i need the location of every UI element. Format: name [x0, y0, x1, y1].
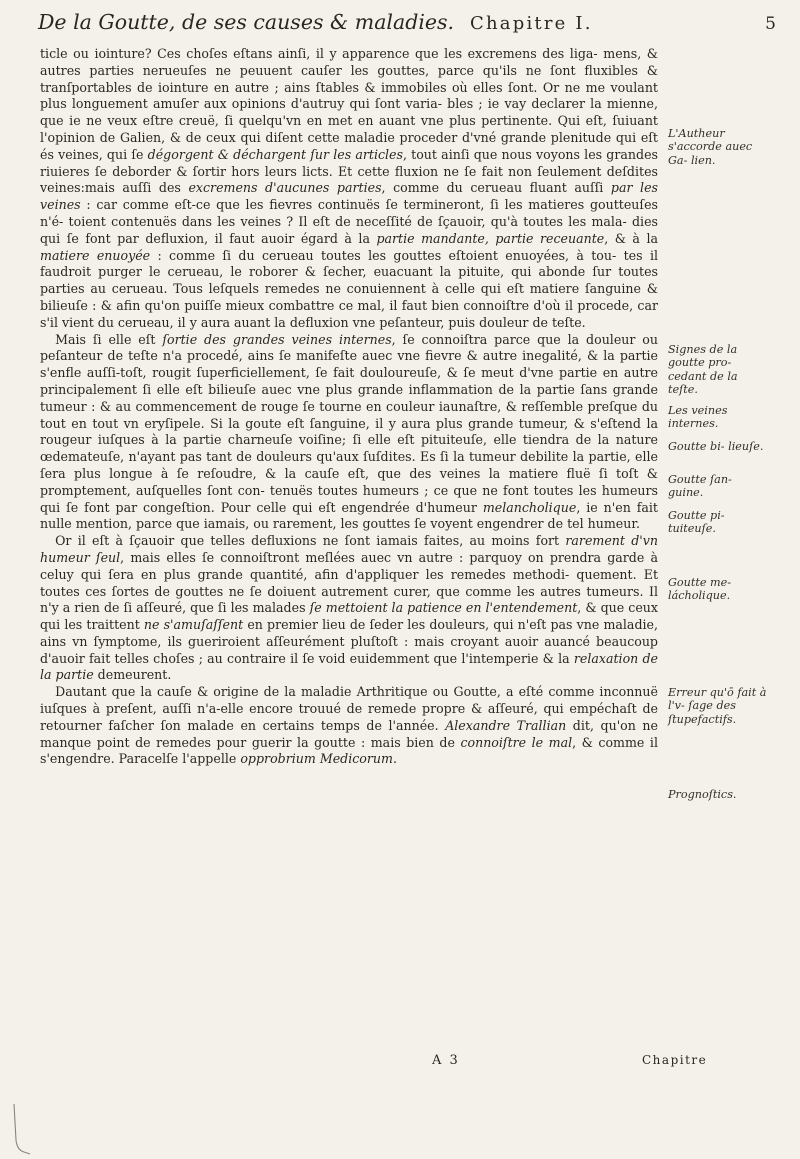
italic-run: connoiſtre le mal — [460, 734, 573, 750]
italic-run: dégorgent & déchargent ſur les articles — [147, 146, 403, 162]
text-run: en premier lieu de ſeder les douleurs, qui n'eſt pas vne maladie, ains vn ſymptome, ils gueriroient aſſeurément pluſtoſt : mais croyant auoir auancé beaucoup d'auoir fait telles choſes ; au contraire il ſe void euidemment que l'intemperie & la — [40, 617, 658, 666]
text-run: , & à la — [604, 230, 658, 246]
text-run: , ſe connoiſtra parce que la douleur ou peſanteur de teſte n'a procedé, ains ſe manifeſte auec vne fievre & autre inegalité, & la partie s'enfle auſſi-toſt, rougit ſuperficiellement, ſe fait douloureuſe, & ſe meut d'vne partie en autre principalement ſi elle eſt bilieuſe auec vne plus grande inflammation de la partie ſans grande tumeur : & au commencement de rouge ſe tourne en couleur iaunaſtre, & reſſemble preſque du tout en tout vn eryſipele. Si la goute eſt ſanguine, il y aura plus grande tumeur, & s'eſtend la rougeur iuſques à la partie charneuſe voiſine; ſi elle eſt pituiteuſe, elle tiendra de la nature œdemateuſe, n'ayant pas tant de douleurs qu'aux ſuſdites. Es ſi la tumeur debilite la partie, elle ſera plus longue à ſe reſoudre, & la cauſe eſt, que des veines la matiere fluë ſi toſt & promptement, auſquelles ſont con- tenuës toutes humeurs ; ce que ne font toutes les humeurs qui ſe font par congeſtion. Pour celle qui eſt engendrée d'humeur — [40, 331, 658, 515]
text-run: , & que ceux qui les traittent — [40, 600, 658, 633]
text-run: , ie n'en fait nulle mention, parce que iamais, ou rarement, les gouttes ſe voyent engendrer de tel humeur. — [40, 499, 658, 532]
italic-run: Alexandre Trallian — [445, 717, 567, 733]
text-run: , & comme il s'engendre. Paracelſe l'appelle — [40, 734, 658, 767]
text-run: Mais ſi elle eſt — [55, 331, 163, 347]
signature-mark: A 3 — [432, 1053, 460, 1068]
running-header — [38, 10, 776, 44]
italic-run: ne s'amuſaſſent — [143, 617, 244, 633]
margin-note: Goutte bi- lieuſe. — [668, 440, 764, 453]
italic-run: relaxation de la partie — [40, 650, 658, 683]
italic-run: par les veines — [40, 180, 658, 213]
catchword: Chapitre — [642, 1053, 708, 1067]
margin-note: Goutte pi- tuiteuſe. — [668, 509, 725, 536]
text-run: , mais elles ſe connoiſtront meſlées auec vn autre : parquoy on prendra garde à celuy qui ſera en plus grande quantité, afin d'appliquer les remedes methodi- quement. Et toutes ces ſortes de gouttes ne ſe doiuent autrement curer, que comme les autres tumeurs. Il n'y a rien de ſi aſſeuré, que ſi les malades — [40, 549, 658, 616]
text-run: ticle ou iointure? Ces choſes eſtans ainſi, il y apparence que les excremens des liga- mens, & autres parties nerueuſes ne peuuent cauſer les gouttes, parce qu'ils ne ſont fluxibles & tranſportables de iointure en autre ; ains ſtables & immobiles où elles ſont. Or ne me voulant plus longuement amuſer aux opinions d'autruy qui ſont varia- bles ; ie vay declarer la mienne, que ie ne veux eſtre creuë, ſi quelqu'vn en met en auant vne plus pertinente. Qui eſt, ſuiuant l'opinion de Galien, & de ceux qui diſent cette maladie proceder d'vné grande plenitude qui eſt és veines, qui ſe — [40, 46, 658, 162]
italic-run: partie mandante, partie receuante — [376, 230, 605, 246]
paragraph — [40, 684, 658, 768]
margin-note: Erreur qu'ō fait à l'v- ſage des ſtupefactifs. — [668, 686, 767, 726]
paragraph — [40, 533, 658, 684]
italic-run: melancholique — [482, 499, 577, 515]
text-run: : comme ſi du cerueau toutes les gouttes eſtoient enuoyées, à tou- tes il faudroit purger le cerueau, le roborer & ſecher, euacuant la pituite, qui abonde ſur toutes parties au cerueau. Tous leſquels remedes ne conuiennent à celle qui eſt matiere ſanguine & bilieuſe : & afin qu'on puiſſe mieux combattre ce mal, il faut bien connoiſtre d'où il procede, car s'il vient du cerueau, il y aura auant la defluxion vne peſanteur, puis douleur de teſte. — [40, 247, 658, 330]
paragraph — [40, 46, 658, 332]
text-run: . — [392, 751, 397, 767]
margin-note: Goutte ſan- guine. — [668, 473, 732, 500]
margin-note: Signes de la goutte pro- cedant de la teſte. — [668, 343, 738, 397]
margin-note: Les veines internes. — [668, 404, 728, 431]
page-footer — [40, 1053, 770, 1077]
chapter-heading: Chapitre I. — [470, 13, 593, 34]
italic-run: excremens d'aucunes parties — [188, 180, 382, 196]
text-run: dit, qu'on ne manque point de remedes pour guerir la goutte : mais bien de — [40, 717, 658, 750]
main-text — [40, 46, 658, 768]
text-run: : car comme eſt-ce que les fievres continuës ſe termineront, ſi les matieres goutteuſes n'é- toient contenuës dans les veines ? Il eſt de neceſſité de ſçauoir, qu'à toutes les mala- dies qui ſe font par defluxion, il faut auoir égard à la — [40, 197, 658, 246]
text-run: Or il eſt à ſçauoir que telles defluxions ne ſont iamais faites, au moins fort — [55, 533, 566, 549]
running-title: De la Goutte, de ses causes & maladies. — [38, 10, 455, 34]
pencil-scribble — [0, 1100, 40, 1159]
text-run: demeurent. — [93, 667, 172, 683]
text-run: , comme du cerueau fluant auſſi — [381, 180, 611, 196]
page-number: 5 — [765, 14, 776, 34]
italic-run: opprobrium Medicorum — [240, 751, 393, 767]
margin-note: L'Autheur s'accorde auec Ga- lien. — [668, 127, 753, 167]
margin-note: Prognoſtics. — [668, 788, 737, 801]
text-run: , tout ainſi que nous voyons les grandes riuieres ſe deborder & ſortir hors leurs licts. Et cette fluxion ne ſe fait non ſeulement deſdites veines:mais auſſi des — [40, 146, 658, 196]
italic-run: ſortie des grandes veines internes — [162, 331, 392, 347]
text-run: Dautant que la cauſe & origine de la maladie Arthritique ou Goutte, a eſté comme inconnuë iuſques à preſent, auſſi n'a-elle encore trouué de remede propre & aſſeuré, qui empéchaſt de retourner faſcher ſon malade en certains temps de l'année. — [40, 684, 658, 733]
paragraph — [40, 332, 658, 534]
italic-run: matiere enuoyée — [40, 247, 151, 263]
italic-run: rarement d'vn humeur ſeul — [40, 533, 658, 565]
italic-run: ſe mettoient la patience en l'entendement — [309, 600, 578, 616]
margin-note: Goutte me- lácholique. — [668, 576, 732, 603]
